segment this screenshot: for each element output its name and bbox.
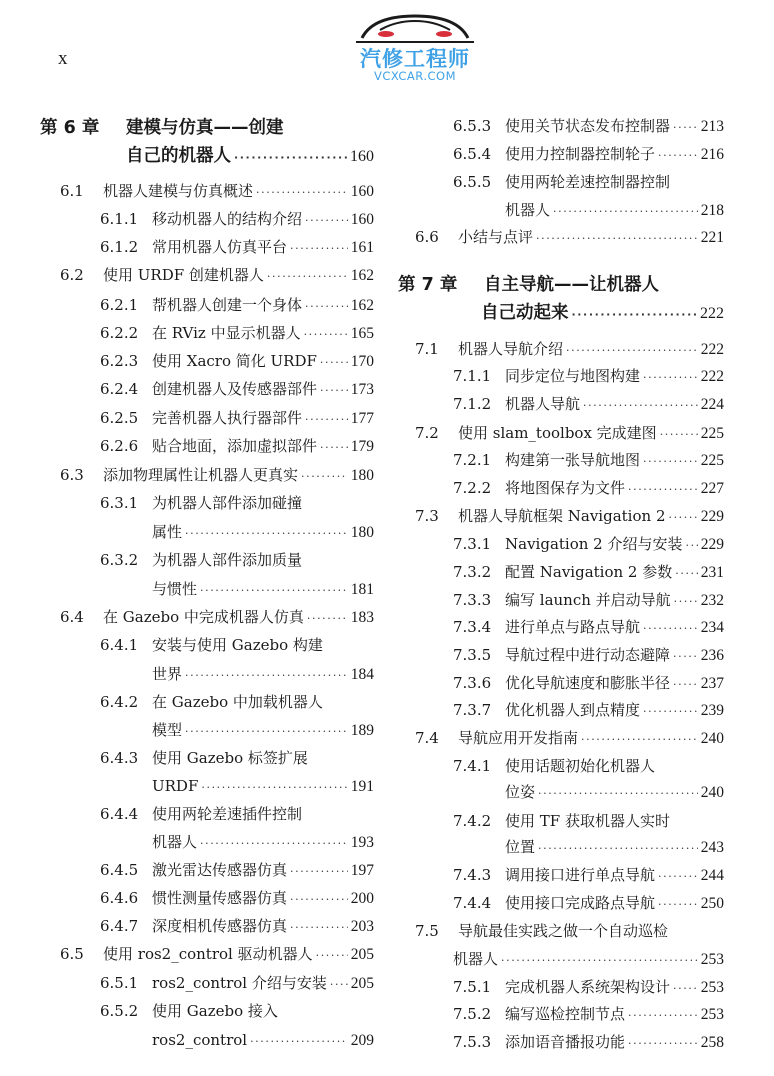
entry-title: ros2_control — [152, 1031, 248, 1049]
chapter-heading — [40, 143, 374, 169]
leader-dots — [538, 781, 698, 807]
section-number: 6.3 — [60, 466, 84, 484]
entry-title: 优化机器人到点精度 — [505, 701, 641, 719]
toc-entry — [398, 475, 724, 501]
page-number: 160 — [350, 211, 374, 228]
page-number: 177 — [350, 410, 374, 427]
toc-entry — [40, 801, 374, 827]
section-number: 6.5.5 — [453, 173, 492, 191]
section-number: 7.1 — [415, 340, 439, 358]
toc-entry — [40, 970, 374, 996]
entry-title: 使用 Xacro 简化 URDF — [152, 352, 317, 370]
entry-title: 构建第一张导航地图 — [505, 451, 641, 469]
leader-dots — [290, 887, 348, 913]
page-number: 173 — [350, 381, 374, 398]
section-number: 7.5.1 — [453, 978, 492, 996]
logo-url: VCXCAR.COM — [373, 69, 457, 83]
section-number: 7.3.2 — [453, 563, 492, 581]
section-number: 6.2.2 — [100, 324, 139, 342]
toc-entry — [40, 262, 374, 288]
page-number: 237 — [700, 675, 724, 692]
page-number: 162 — [350, 267, 374, 284]
page-number: 161 — [350, 239, 374, 256]
toc-entry — [398, 862, 724, 888]
leader-dots — [538, 836, 698, 862]
leader-dots — [673, 115, 698, 141]
page-number: 193 — [350, 834, 374, 851]
section-number: 6.4.6 — [100, 889, 139, 907]
page-number: 225 — [700, 425, 724, 442]
page-number: 213 — [700, 118, 724, 135]
leader-dots — [200, 831, 348, 857]
car-logo-icon — [330, 8, 500, 48]
toc-entry — [398, 697, 724, 723]
toc-entry — [398, 1029, 724, 1055]
section-number: 7.2 — [415, 424, 439, 442]
leader-dots — [250, 1029, 348, 1055]
page-number: 222 — [700, 368, 724, 385]
section-number: 7.3 — [415, 507, 439, 525]
entry-title: 与惯性 — [152, 580, 198, 598]
toc-entry — [40, 941, 374, 967]
page-number: 240 — [700, 784, 724, 801]
page-number: 221 — [700, 229, 724, 246]
toc-entry — [398, 113, 724, 139]
section-number: 第 7 章 — [398, 275, 458, 295]
toc-entry — [398, 391, 724, 417]
entry-title: 调用接口进行单点导航 — [505, 866, 656, 884]
entry-title: 使用 Gazebo 接入 — [152, 1002, 278, 1020]
page-number: 239 — [700, 702, 724, 719]
entry-title: 在 RViz 中显示机器人 — [152, 324, 301, 342]
entry-title: 位姿 — [505, 783, 536, 801]
section-number: 7.1.1 — [453, 367, 492, 385]
page-number: 216 — [700, 146, 724, 163]
toc-entry — [398, 224, 724, 250]
toc-entry — [398, 808, 724, 834]
page-number: 203 — [350, 918, 374, 935]
section-number: 6.2.5 — [100, 409, 139, 427]
leader-dots — [536, 226, 698, 252]
toc-entry — [40, 547, 374, 573]
section-number: 第 6 章 — [40, 118, 100, 138]
page-number: 183 — [350, 609, 374, 626]
page-number: 232 — [700, 592, 724, 609]
watermark-logo — [330, 8, 500, 86]
leader-dots — [658, 864, 698, 890]
leader-dots — [673, 976, 698, 1002]
entry-title: 使用两轮差速插件控制 — [152, 805, 303, 823]
section-number: 6.2.3 — [100, 352, 139, 370]
toc-entry — [40, 320, 374, 346]
entry-title: 编写巡检控制节点 — [505, 1005, 626, 1023]
logo-text: 汽修工程师 — [360, 47, 470, 71]
entry-title: 安装与使用 Gazebo 构建 — [152, 636, 323, 654]
entry-title: 使用两轮差速控制器控制 — [505, 173, 671, 191]
toc-entry — [40, 376, 374, 402]
page-number: 240 — [700, 730, 724, 747]
entry-title: 使用 TF 获取机器人实时 — [505, 812, 670, 830]
toc-entry — [40, 576, 374, 602]
leader-dots — [201, 775, 347, 801]
entry-title: 导航过程中进行动态避障 — [505, 646, 671, 664]
toc-entry — [398, 447, 724, 473]
section-number: 7.3.6 — [453, 674, 492, 692]
entry-title: 机器人导航 — [505, 395, 581, 413]
page-number: 181 — [350, 581, 374, 598]
entry-title: 同步定位与地图构建 — [505, 367, 641, 385]
section-number: 6.4.7 — [100, 917, 139, 935]
page-number: 184 — [350, 666, 374, 683]
toc-entry — [398, 642, 724, 668]
leader-dots — [234, 145, 347, 171]
leader-dots — [290, 915, 348, 941]
page-number: 165 — [350, 325, 374, 342]
entry-title: 添加物理属性让机器人更真实 — [103, 466, 299, 484]
toc-entry — [398, 753, 724, 779]
leader-dots — [673, 644, 698, 670]
section-number: 6.5.1 — [100, 974, 139, 992]
section-number: 7.1.2 — [453, 395, 492, 413]
section-number: 7.4.1 — [453, 757, 492, 775]
page-number: 189 — [350, 722, 374, 739]
leader-dots — [305, 294, 348, 320]
leader-dots — [675, 561, 698, 587]
entry-title: 添加语音播报功能 — [505, 1033, 626, 1051]
page-number: 236 — [700, 647, 724, 664]
toc-entry — [40, 490, 374, 516]
entry-title: 在 Gazebo 中完成机器人仿真 — [103, 608, 304, 626]
entry-title: 模型 — [152, 721, 183, 739]
section-number: 6.5 — [60, 945, 84, 963]
entry-title: 为机器人部件添加碰撞 — [152, 494, 303, 512]
toc-entry — [398, 670, 724, 696]
toc-entry — [398, 779, 724, 805]
entry-title: 使用话题初始化机器人 — [505, 757, 656, 775]
toc-entry — [40, 689, 374, 715]
leader-dots — [581, 727, 698, 753]
leader-dots — [628, 1003, 698, 1029]
leader-dots — [320, 435, 348, 461]
entry-title: 为机器人部件添加质量 — [152, 551, 303, 569]
page-number: 180 — [350, 524, 374, 541]
toc-entry — [40, 632, 374, 658]
entry-title: 使用力控制器控制轮子 — [505, 145, 656, 163]
leader-dots — [320, 378, 348, 404]
page-number: 218 — [700, 202, 724, 219]
section-number: 6.6 — [415, 228, 439, 246]
section-number: 7.2.2 — [453, 479, 492, 497]
page-number: 205 — [350, 975, 374, 992]
leader-dots — [583, 393, 698, 419]
page-number: 250 — [700, 895, 724, 912]
section-number: 7.5 — [415, 922, 439, 940]
entry-title: 完成机器人系统架构设计 — [505, 978, 671, 996]
section-number: 7.3.1 — [453, 535, 492, 553]
page-number: 197 — [350, 862, 374, 879]
page-number: 253 — [700, 979, 724, 996]
page-number: 209 — [350, 1032, 374, 1049]
section-number: 6.4 — [60, 608, 84, 626]
leader-dots — [501, 948, 698, 974]
entry-title: 在 Gazebo 中加载机器人 — [152, 693, 323, 711]
section-number: 6.4.4 — [100, 805, 139, 823]
section-number: 7.3.5 — [453, 646, 492, 664]
page-number: 179 — [350, 438, 374, 455]
toc-entry — [40, 292, 374, 318]
entry-title: Navigation 2 介绍与安装 — [505, 535, 683, 553]
entry-title: 使用 URDF 创建机器人 — [103, 266, 264, 284]
entry-title: 机器人建模与仿真概述 — [103, 182, 254, 200]
leader-dots — [267, 264, 348, 290]
toc-entry — [40, 857, 374, 883]
leader-dots — [566, 338, 698, 364]
toc-entry — [398, 531, 724, 557]
toc-entry — [398, 725, 724, 751]
section-number: 6.2.1 — [100, 296, 139, 314]
toc-entry — [398, 1001, 724, 1027]
toc-entry — [398, 834, 724, 860]
leader-dots — [643, 365, 698, 391]
section-number: 6.4.2 — [100, 693, 139, 711]
toc-entry — [398, 946, 724, 972]
toc-entry — [40, 1027, 374, 1053]
section-number: 7.3.7 — [453, 701, 492, 719]
entry-title: 完善机器人执行器部件 — [152, 409, 303, 427]
entry-title: ros2_control 介绍与安装 — [152, 974, 327, 992]
entry-title: 帮机器人创建一个身体 — [152, 296, 303, 314]
section-number: 7.4.3 — [453, 866, 492, 884]
leader-dots — [185, 663, 348, 689]
entry-title: 机器人 — [152, 833, 198, 851]
leader-dots — [674, 589, 698, 615]
entry-title: URDF — [152, 777, 199, 795]
toc-entry — [398, 420, 724, 446]
leader-dots — [316, 943, 348, 969]
leader-dots — [628, 1031, 698, 1057]
leader-dots — [660, 422, 698, 448]
leader-dots — [290, 236, 348, 262]
toc-entry — [398, 169, 724, 195]
toc-entry — [398, 587, 724, 613]
entry-title: 深度相机传感器仿真 — [152, 917, 288, 935]
page-number: 180 — [350, 467, 374, 484]
toc-entry — [40, 745, 374, 771]
entry-title: 使用 slam_toolbox 完成建图 — [458, 424, 657, 442]
toc-entry — [40, 234, 374, 260]
toc-entry — [398, 503, 724, 529]
page-number: 229 — [700, 536, 724, 553]
toc-entry — [398, 974, 724, 1000]
page-number-marker: x — [58, 48, 68, 69]
leader-dots — [200, 578, 348, 604]
section-number: 6.4.5 — [100, 861, 139, 879]
page-number: 200 — [350, 890, 374, 907]
chapter-heading — [40, 115, 374, 141]
section-number: 7.4.2 — [453, 812, 492, 830]
chapter-heading — [398, 300, 724, 326]
toc-entry — [40, 885, 374, 911]
leader-dots — [185, 521, 348, 547]
entry-title: 建模与仿真——创建 — [126, 118, 284, 138]
entry-title: 编写 launch 并启动导航 — [505, 591, 671, 609]
entry-title: 机器人导航介绍 — [458, 340, 564, 358]
page-number: 234 — [700, 619, 724, 636]
section-number: 6.2.4 — [100, 380, 139, 398]
leader-dots — [290, 859, 348, 885]
entry-title: 位置 — [505, 838, 536, 856]
section-number: 7.5.3 — [453, 1033, 492, 1051]
toc-entry — [398, 197, 724, 223]
section-number: 6.3.1 — [100, 494, 139, 512]
page-number: 170 — [350, 353, 374, 370]
leader-dots — [305, 407, 348, 433]
entry-title: 使用 ros2_control 驱动机器人 — [103, 945, 313, 963]
entry-title: 进行单点与路点导航 — [505, 618, 641, 636]
page-number: 253 — [700, 1006, 724, 1023]
leader-dots — [553, 199, 698, 225]
entry-title: 属性 — [152, 523, 183, 541]
entry-title: 小结与点评 — [458, 228, 534, 246]
leader-dots — [301, 464, 348, 490]
page-number: 225 — [700, 452, 724, 469]
entry-title: 自主导航——让机器人 — [484, 275, 659, 295]
leader-dots — [628, 477, 698, 503]
leader-dots — [320, 350, 348, 376]
toc-entry — [40, 462, 374, 488]
toc-entry — [40, 405, 374, 431]
page-number: 253 — [700, 951, 724, 968]
section-number: 7.5.2 — [453, 1005, 492, 1023]
entry-title: 激光雷达传感器仿真 — [152, 861, 288, 879]
section-number: 7.4 — [415, 729, 439, 747]
page-number: 160 — [350, 183, 374, 200]
toc-entry — [40, 604, 374, 630]
page-number: 243 — [700, 839, 724, 856]
entry-title: 自己的机器人 — [126, 146, 231, 166]
section-number: 6.3.2 — [100, 551, 139, 569]
entry-title: 配置 Navigation 2 参数 — [505, 563, 673, 581]
page-number: 258 — [700, 1034, 724, 1051]
entry-title: 优化导航速度和膨胀半径 — [505, 674, 671, 692]
section-number: 6.1.2 — [100, 238, 139, 256]
toc-entry — [40, 773, 374, 799]
toc-entry — [40, 433, 374, 459]
entry-title: 导航最佳实践之做一个自动巡检 — [458, 922, 669, 940]
page-number: 191 — [350, 778, 374, 795]
toc-entry — [40, 913, 374, 939]
page-number: 160 — [350, 148, 374, 165]
entry-title: 使用 Gazebo 标签扩展 — [152, 749, 308, 767]
entry-title: 创建机器人及传感器部件 — [152, 380, 318, 398]
leader-dots — [673, 672, 698, 698]
leader-dots — [685, 533, 697, 559]
toc-entry — [40, 178, 374, 204]
entry-title: 使用接口完成路点导航 — [505, 894, 656, 912]
page-number: 162 — [350, 297, 374, 314]
entry-title: 机器人 — [453, 950, 499, 968]
entry-title: 常用机器人仿真平台 — [152, 238, 288, 256]
entry-title: 惯性测量传感器仿真 — [152, 889, 288, 907]
entry-title: 机器人 — [505, 201, 551, 219]
leader-dots — [668, 505, 697, 531]
entry-title: 使用关节状态发布控制器 — [505, 117, 671, 135]
leader-dots — [643, 616, 698, 642]
toc-entry — [40, 998, 374, 1024]
leader-dots — [256, 180, 348, 206]
page-number: 231 — [700, 564, 724, 581]
page-number: 205 — [350, 946, 374, 963]
leader-dots — [307, 606, 348, 632]
page-number: 222 — [700, 305, 724, 322]
entry-title: 机器人导航框架 Navigation 2 — [458, 507, 666, 525]
entry-title: 导航应用开发指南 — [458, 729, 579, 747]
leader-dots — [185, 719, 348, 745]
leader-dots — [643, 449, 698, 475]
leader-dots — [304, 322, 348, 348]
leader-dots — [330, 972, 348, 998]
leader-dots — [643, 699, 698, 725]
section-number: 7.4.4 — [453, 894, 492, 912]
toc-entry — [40, 661, 374, 687]
leader-dots — [305, 208, 348, 234]
toc-entry — [40, 348, 374, 374]
section-number: 6.4.3 — [100, 749, 139, 767]
leader-dots — [658, 892, 698, 918]
leader-dots — [658, 143, 698, 169]
section-number: 6.2 — [60, 266, 84, 284]
toc-entry — [40, 717, 374, 743]
toc-entry — [398, 890, 724, 916]
entry-title: 世界 — [152, 665, 183, 683]
section-number: 7.3.3 — [453, 591, 492, 609]
chapter-heading — [398, 272, 724, 298]
toc-entry — [398, 363, 724, 389]
toc-entry — [398, 614, 724, 640]
section-number: 7.3.4 — [453, 618, 492, 636]
page-number: 244 — [700, 867, 724, 884]
leader-dots — [572, 302, 698, 328]
section-number: 6.2.6 — [100, 437, 139, 455]
toc-entry — [398, 141, 724, 167]
toc-entry — [398, 559, 724, 585]
section-number: 7.2.1 — [453, 451, 492, 469]
section-number: 6.5.2 — [100, 1002, 139, 1020]
toc-entry — [40, 519, 374, 545]
section-number: 6.5.3 — [453, 117, 492, 135]
entry-title: 自己动起来 — [481, 303, 569, 323]
toc-entry — [40, 206, 374, 232]
entry-title: 贴合地面，添加虚拟部件 — [152, 437, 318, 455]
section-number: 6.1.1 — [100, 210, 139, 228]
toc-entry — [40, 829, 374, 855]
page-number: 224 — [700, 396, 724, 413]
page-number: 222 — [700, 341, 724, 358]
page-number: 227 — [700, 480, 724, 497]
entry-title: 将地图保存为文件 — [505, 479, 626, 497]
section-number: 6.1 — [60, 182, 84, 200]
toc-entry — [398, 918, 724, 944]
entry-title: 移动机器人的结构介绍 — [152, 210, 303, 228]
page-number: 229 — [700, 508, 724, 525]
toc-entry — [398, 336, 724, 362]
section-number: 6.5.4 — [453, 145, 492, 163]
section-number: 6.4.1 — [100, 636, 139, 654]
